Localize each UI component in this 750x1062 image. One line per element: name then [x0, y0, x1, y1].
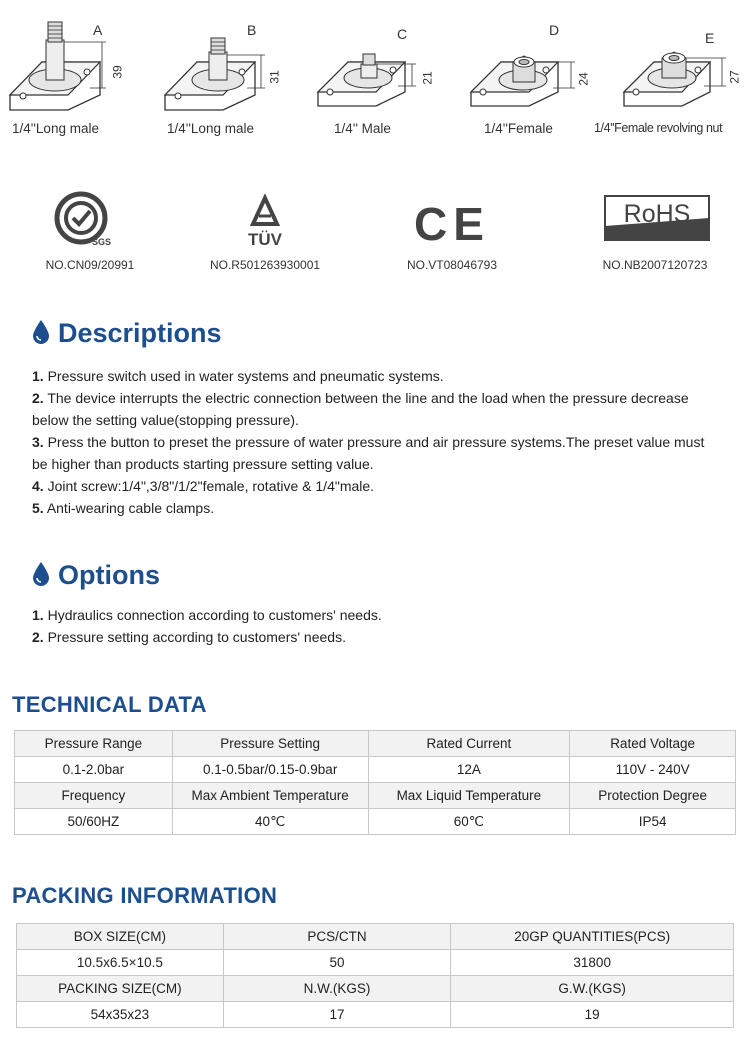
fittings-row [0, 0, 750, 150]
table-cell: 19 [451, 1002, 734, 1028]
table-header-cell: Max Ambient Temperature [172, 783, 368, 809]
options-title-text: Options [58, 560, 160, 590]
rohs-icon [565, 190, 745, 250]
list-item: 1. Pressure switch used in water systems and pneumatic systems. [32, 368, 444, 384]
fitting-e-drawing-icon [600, 0, 750, 120]
table-header-cell: Rated Voltage [570, 731, 736, 757]
table-cell: 54x35x23 [17, 1002, 224, 1028]
table-cell: 50 [223, 950, 451, 976]
table-header-cell: BOX SIZE(CM) [17, 924, 224, 950]
table-row [15, 731, 736, 757]
list-item: 5. Anti-wearing cable clamps. [32, 500, 215, 516]
fitting-e-caption: 1/4''Female revolving nut [594, 121, 723, 135]
descriptions-list [32, 365, 722, 519]
table-cell: 40℃ [172, 809, 368, 835]
technical-data-title: TECHNICAL DATA [12, 692, 207, 717]
fitting-c-caption: 1/4'' Male [334, 121, 391, 136]
fitting-d-drawing-icon [463, 0, 613, 120]
fitting-a [0, 0, 150, 150]
table-row [15, 757, 736, 783]
fitting-a-drawing-icon [0, 0, 150, 120]
fitting-e-dim: 27 [727, 70, 742, 84]
fitting-c [310, 0, 460, 150]
table-cell: 60℃ [368, 809, 570, 835]
cert-rohs-number: NO.NB2007120723 [602, 258, 708, 272]
table-cell: 10.5x6.5×10.5 [17, 950, 224, 976]
fitting-d-caption: 1/4''Female [484, 121, 553, 136]
table-header-cell: Frequency [15, 783, 173, 809]
options-title [32, 560, 160, 594]
fitting-e [594, 0, 750, 150]
list-item: 4. Joint screw:1/4",3/8"/1/2"female, rotative & 1/4"male. [32, 478, 375, 494]
table-row [17, 976, 734, 1002]
cert-ce [362, 190, 542, 280]
ce-mark-icon [362, 190, 542, 250]
cert-sgs-number: NO.CN09/20991 [45, 258, 135, 272]
table-header-cell: PCS/CTN [223, 924, 451, 950]
fitting-b [155, 0, 305, 150]
fitting-b-drawing-icon [155, 0, 305, 120]
list-item: 3. Press the button to preset the pressure of water pressure and air pressure systems.The preset value must be higher than products starting pressure setting value. [32, 434, 705, 472]
options-list [32, 604, 722, 648]
fitting-a-dim: 39 [110, 65, 125, 79]
table-header-cell: Max Liquid Temperature [368, 783, 570, 809]
table-row [17, 950, 734, 976]
cert-sgs [0, 190, 180, 280]
descriptions-title-text: Descriptions [58, 318, 222, 348]
descriptions-title [32, 318, 222, 352]
cert-rohs [565, 190, 745, 280]
table-header-cell: Protection Degree [570, 783, 736, 809]
fitting-c-dim: 21 [420, 71, 435, 85]
table-header-cell: Pressure Range [15, 731, 173, 757]
table-header-cell: 20GP QUANTITIES(PCS) [451, 924, 734, 950]
table-row [17, 924, 734, 950]
technical-data-table [14, 730, 736, 835]
table-header-cell: Rated Current [368, 731, 570, 757]
table-cell: 0.1-2.0bar [15, 757, 173, 783]
fitting-b-caption: 1/4''Long male [167, 121, 254, 136]
table-cell: 17 [223, 1002, 451, 1028]
fitting-b-dim: 31 [267, 70, 282, 84]
water-drop-icon [32, 561, 50, 594]
ce-logo-text: CE [414, 198, 490, 250]
table-row [15, 783, 736, 809]
list-item: 2. The device interrupts the electric connection between the line and the load when the pressure decrease below the setting value(stopping pressure). [32, 390, 689, 428]
sgs-logo-text: SGS [92, 237, 112, 247]
cert-tuv-number: NO.R501263930001 [209, 258, 321, 272]
fitting-d [463, 0, 613, 150]
table-cell: IP54 [570, 809, 736, 835]
table-header-cell: G.W.(KGS) [451, 976, 734, 1002]
fitting-e-letter: E [705, 30, 715, 46]
table-header-cell: Pressure Setting [172, 731, 368, 757]
cert-ce-number: NO.VT08046793 [406, 258, 498, 272]
tuv-icon [175, 190, 355, 250]
list-item: 1. Hydraulics connection according to customers' needs. [32, 607, 382, 623]
list-item: 2. Pressure setting according to customers' needs. [32, 629, 346, 645]
table-cell: 110V - 240V [570, 757, 736, 783]
table-cell: 12A [368, 757, 570, 783]
rohs-logo-text: RoHS [623, 200, 691, 228]
packing-information-table [16, 923, 734, 1028]
packing-information-title: PACKING INFORMATION [12, 883, 278, 908]
table-row [17, 1002, 734, 1028]
water-drop-icon [32, 319, 50, 352]
tuv-logo-text: TÜV [248, 230, 282, 249]
table-cell: 50/60HZ [15, 809, 173, 835]
table-cell: 31800 [451, 950, 734, 976]
fitting-a-letter: A [93, 22, 103, 38]
fitting-a-caption: 1/4''Long male [12, 121, 99, 136]
sgs-iso-icon [0, 190, 180, 250]
fitting-c-letter: C [397, 26, 408, 42]
table-cell: 0.1-0.5bar/0.15-0.9bar [172, 757, 368, 783]
fitting-b-letter: B [247, 22, 257, 38]
table-header-cell: PACKING SIZE(CM) [17, 976, 224, 1002]
fitting-d-letter: D [549, 22, 560, 38]
fitting-c-drawing-icon [310, 0, 460, 120]
certifications-row [0, 190, 750, 280]
cert-tuv [175, 190, 355, 280]
table-header-cell: N.W.(KGS) [223, 976, 451, 1002]
fitting-d-dim: 24 [576, 72, 591, 86]
table-row [15, 809, 736, 835]
